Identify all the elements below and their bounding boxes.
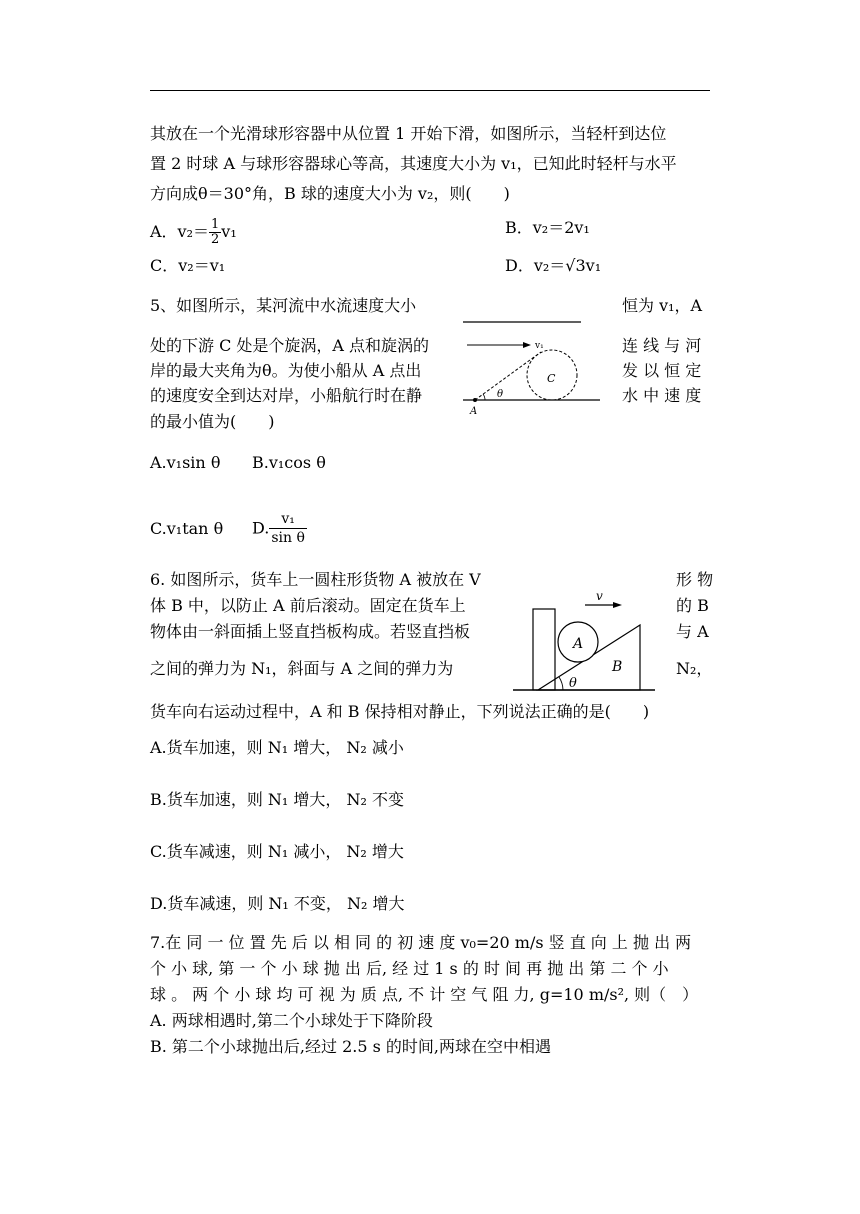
angle-label: θ (569, 676, 577, 691)
q6-line-1-left: 6. 如图所示，货车上一圆柱形货物 A 被放在 V (150, 570, 481, 589)
q5-line-1-right: 恒为 v₁，A (622, 296, 703, 315)
q5-option-a: A.v₁sin θ (150, 453, 221, 472)
q5-option-c: C.v₁tan θ (150, 519, 224, 538)
q5-line-5: 的最小值为( ) (150, 412, 275, 431)
q6-line-3-left: 物体由一斜面插上竖直挡板构成。若竖直挡板 (150, 622, 471, 641)
q6-option-c: C.货车减速，则 N₁ 减小， N₂ 增大 (150, 842, 404, 861)
velocity-label: v (596, 589, 603, 603)
point-a (473, 398, 477, 402)
q7-line-3: 球 。 两 个 小 球 均 可 视 为 质 点, 不 计 空 气 阻 力, g=10 m/s², 则（ ） (150, 985, 699, 1004)
q6-truck-figure (505, 586, 660, 694)
cargo-a-label: A (573, 636, 584, 652)
q7-line-1: 7.在 同 一 位 置 先 后 以 相 同 的 初 速 度 v₀=20 m/s 竖 直 向 上 抛 出 两 (150, 933, 692, 952)
q5-line-4-left: 的速度安全到达对岸，小船航行时在静 (150, 386, 423, 405)
velocity-label: v₁ (535, 341, 544, 351)
q5-line-3-left: 岸的最大夹角为θ。为使小船从 A 点出 (150, 361, 422, 380)
angle-arc (483, 394, 485, 400)
vertical-baffle (533, 609, 555, 690)
q4-line-2: 置 2 时球 A 与球形容器球心等高，其速度大小为 v₁，已知此时轻杆与水平 (150, 154, 677, 173)
q5-line-3-right: 发 以 恒 定 (622, 361, 702, 380)
q4-option-d: D．v₂＝√3v₁ (505, 256, 602, 275)
q6-option-d: D.货车减速，则 N₁ 不变， N₂ 增大 (150, 894, 405, 913)
velocity-arrowhead (523, 342, 531, 348)
q5-line-2-right: 连 线 与 河 (622, 336, 702, 355)
q6-line-3-right: 与 A (676, 622, 709, 641)
wedge-b-label: B (612, 659, 623, 675)
tangent-line (475, 352, 541, 400)
angle-arc (559, 677, 563, 690)
header-rule (150, 90, 710, 91)
q4-option-b: B．v₂＝2v₁ (505, 218, 590, 237)
q6-line-2-right: 的 B (676, 596, 709, 615)
fraction: $\frac{1}{2}$ (211, 217, 220, 247)
q6-line-5: 货车向右运动过程中，A 和 B 保持相对静止，下列说法正确的是( ) (150, 702, 650, 721)
q6-line-4-left: 之间的弹力为 N₁，斜面与 A 之间的弹力为 (150, 659, 454, 678)
q5-option-d: D. $\frac{\text{v₁}}{\text{sin θ}}$ (252, 511, 305, 546)
q6-line-4-right: N₂， (676, 659, 713, 678)
q6-option-a: A.货车加速，则 N₁ 增大， N₂ 减小 (150, 738, 404, 757)
q4-line-3: 方向成θ＝30°角，B 球的速度大小为 v₂，则( ) (150, 184, 510, 203)
q5-river-figure (455, 316, 605, 420)
q6-option-b: B.货车加速，则 N₁ 增大， N₂ 不变 (150, 790, 405, 809)
q5-line-4-right: 水 中 速 度 (622, 386, 702, 405)
q7-line-2: 个 小 球, 第 一 个 小 球 抛 出 后, 经 过 1 s 的 时 间 再 抛 出 第 二 个 小 (150, 959, 669, 978)
whirlpool-label: C (547, 372, 556, 385)
q5-option-b: B.v₁cos θ (252, 453, 326, 472)
q4-option-c: C．v₂＝v₁ (150, 256, 226, 275)
q6-line-1-right: 形 物 (676, 570, 714, 589)
q5-line-1-left: 5、如图所示，某河流中水流速度大小 (150, 296, 417, 315)
fraction: $\frac{\text{v₁}}{\text{sin θ}}$ (271, 511, 305, 546)
velocity-arrowhead (613, 602, 622, 608)
point-a-label: A (470, 406, 478, 417)
q4-option-a: A．v₂＝ $\frac{1}{2}$ v₁ (150, 217, 237, 247)
q5-line-2-left: 处的下游 C 处是个旋涡，A 点和旋涡的 (150, 336, 430, 355)
q7-option-b: B. 第二个小球抛出后,经过 2.5 s 的时间,两球在空中相遇 (150, 1037, 552, 1056)
q6-line-2-left: 体 B 中，以防止 A 前后滚动。固定在货车上 (150, 596, 466, 615)
q4-line-1: 其放在一个光滑球形容器中从位置 1 开始下滑，如图所示，当轻杆到达位 (150, 124, 667, 143)
q7-option-a: A. 两球相遇时,第二个小球处于下降阶段 (150, 1011, 433, 1030)
angle-label: θ (497, 389, 504, 400)
